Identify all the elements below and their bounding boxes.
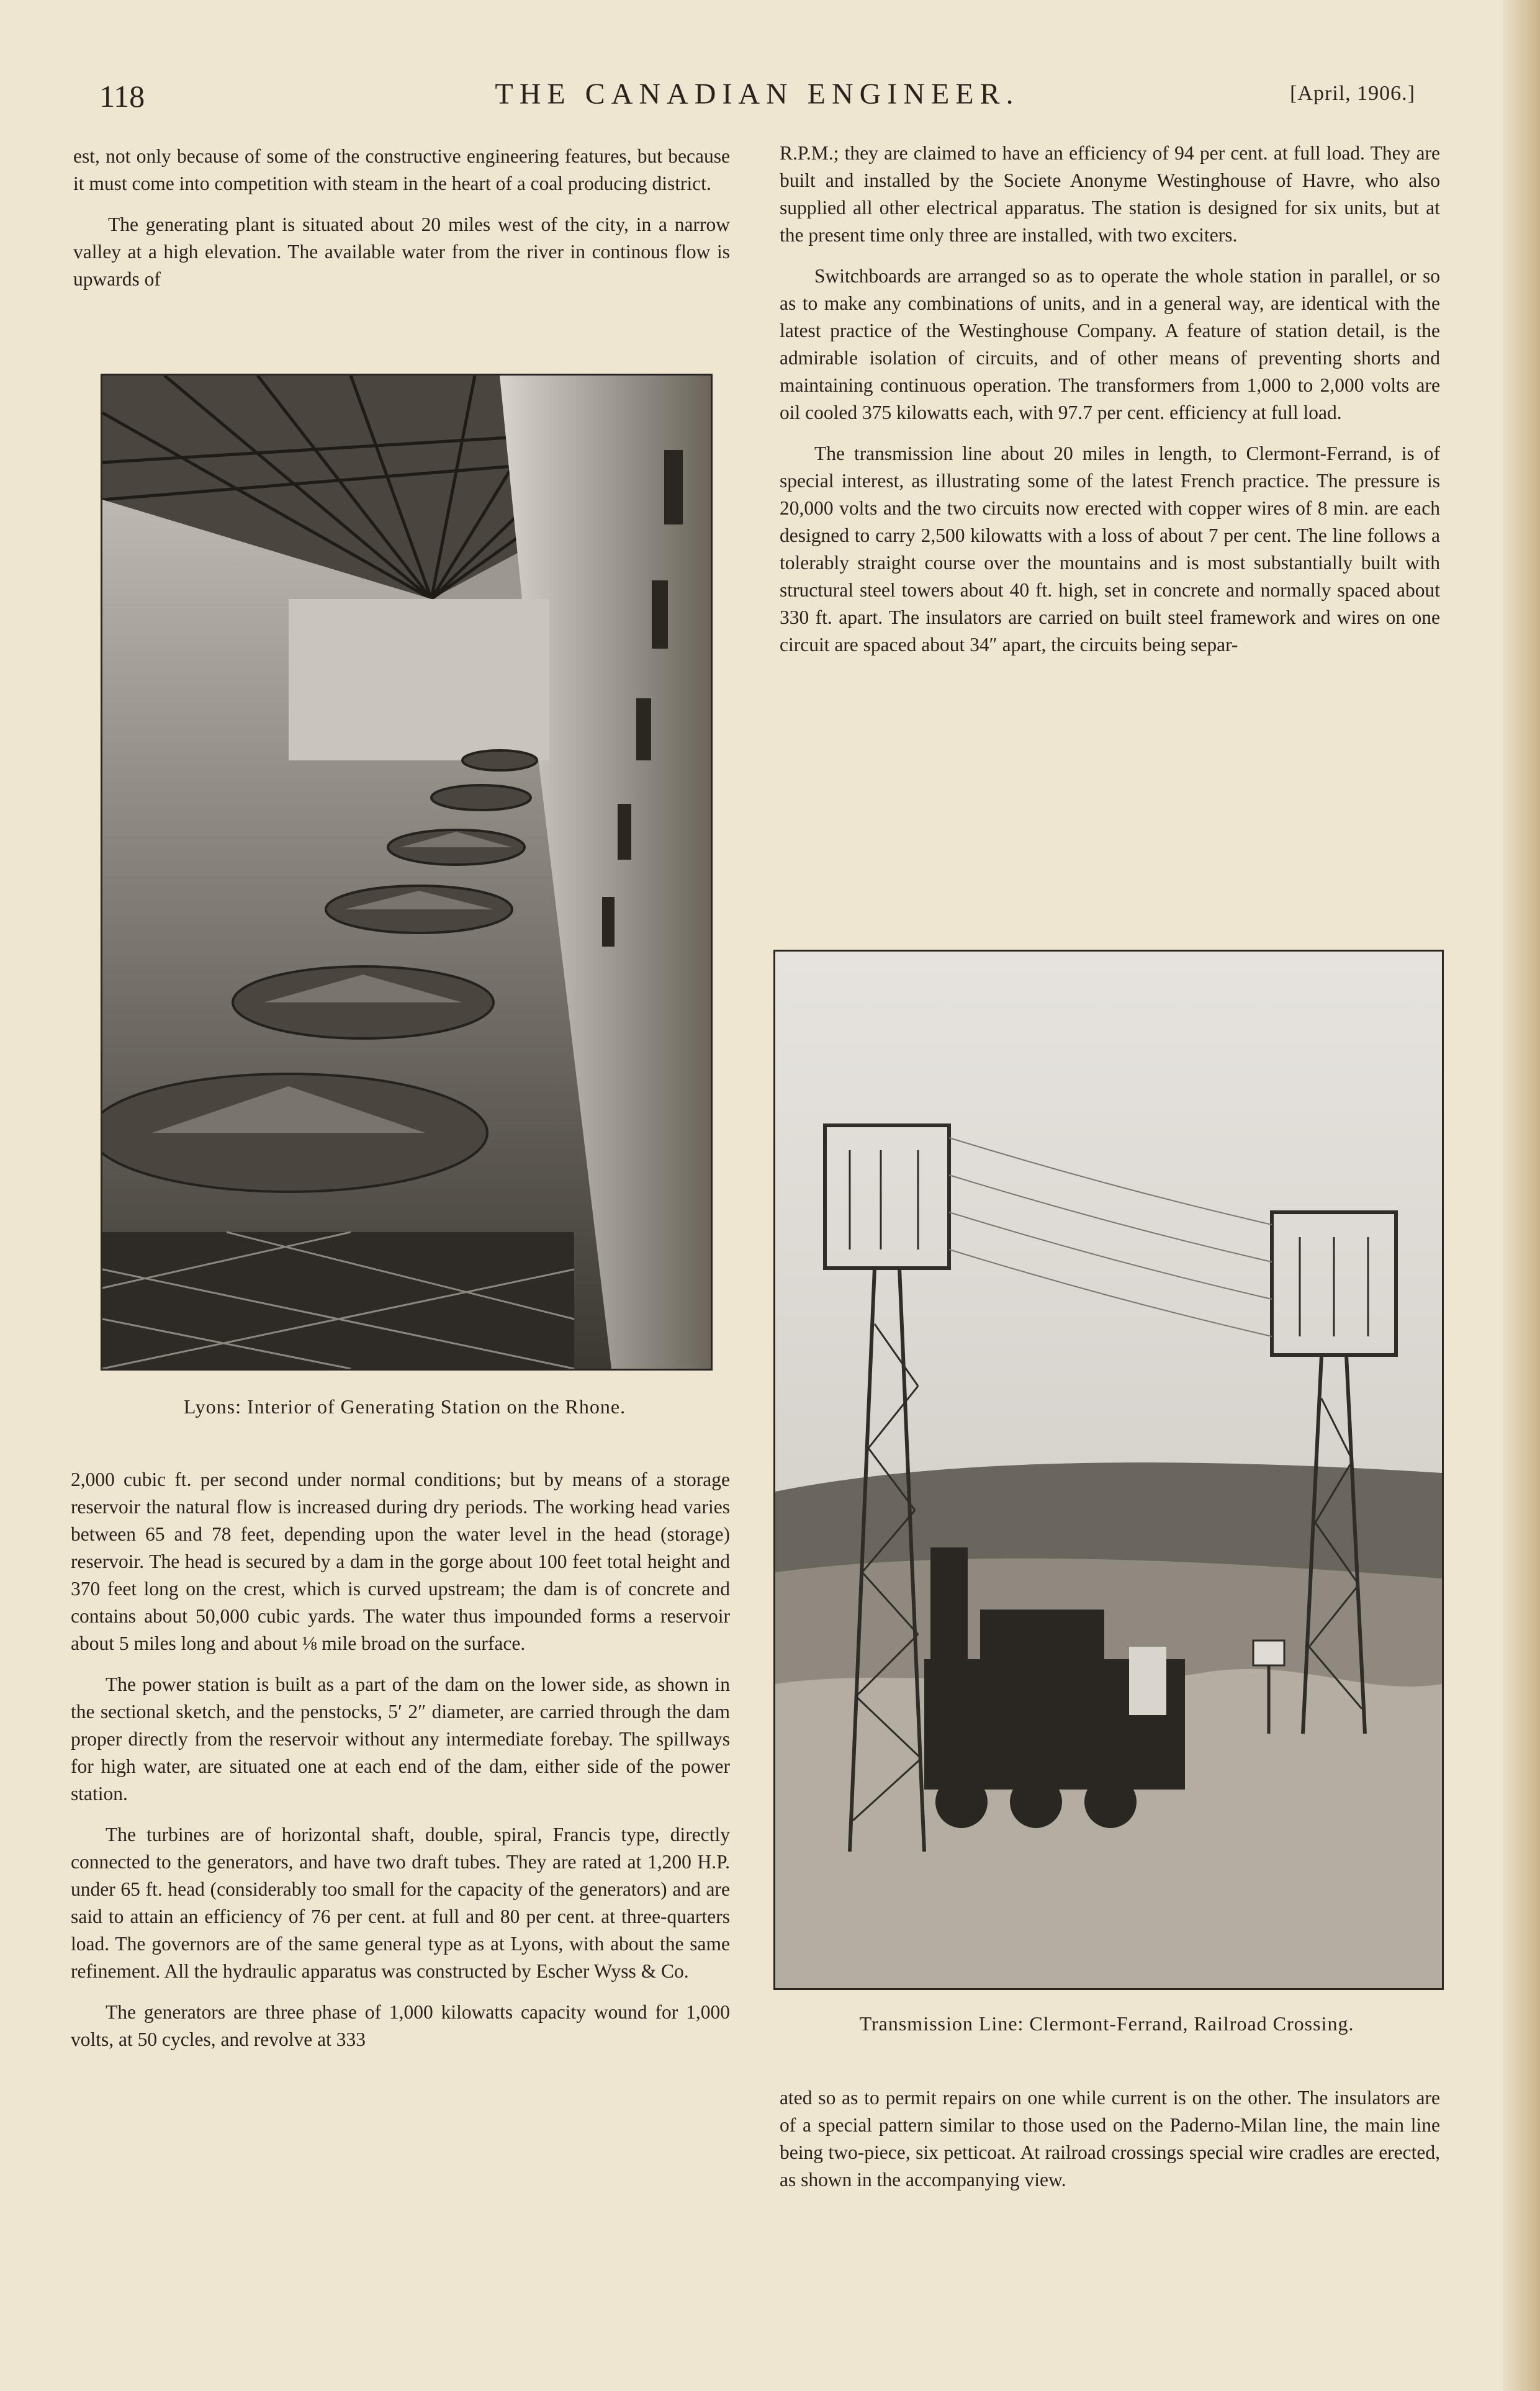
issue-date: [April, 1906.] <box>1290 82 1415 105</box>
left-column-bottom <box>71 1466 730 2053</box>
paragraph: Switchboards are arranged so as to operate the whole station in parallel, or so as to make any combinations of units, and in a general way, are identical with the latest practice of the Westinghouse Company. A feature of station detail, is the admirable isolation of circuits, and of other means of preventing shorts and maintaining continuous operation. The transformers from 1,000 to 2,000 volts are oil cooled 375 kilowatts each, with 97.7 per cent. efficiency at full load. <box>780 265 1440 423</box>
journal-title: THE CANADIAN ENGINEER. <box>495 78 1020 110</box>
generating-station-photo <box>102 376 711 1369</box>
page-edge <box>1503 0 1540 2391</box>
transmission-line-photo <box>775 952 1442 1988</box>
paragraph: est, not only because of some of the constructive engineering features, but because it must come into competition with steam in the heart of a coal producing district. <box>73 145 730 194</box>
paragraph: The generating plant is situated about 20 miles west of the city, in a narrow valley at a high elevation. The available water from the river in continous flow is upwards of <box>73 214 730 290</box>
paragraph: R.P.M.; they are claimed to have an efficiency of 94 per cent. at full load. They are built and installed by the Societe Anonyme Westinghouse of Havre, who also supplied all other electrical apparatus. The station is designed for six units, but at the present time only three are installed, with two exciters. <box>780 142 1440 246</box>
page-number: 118 <box>99 79 145 114</box>
figure-generating-station <box>101 374 713 1371</box>
page-header <box>99 73 1415 123</box>
paragraph: The generators are three phase of 1,000 kilowatts capacity wound for 1,000 volts, at 50 cycles, and revolve at 333 <box>71 2001 730 2050</box>
paragraph: 2,000 cubic ft. per second under normal conditions; but by means of a storage reservoir the natural flow is increased during dry periods. The working head varies between 65 and 78 feet, depending upon the water level in the head (storage) reservoir. The head is secured by a dam in the gorge about 100 feet total height and 370 feet long on the crest, which is curved upstream; the dam is of concrete and contains about 50,000 cubic yards. The water thus impounded forms a reservoir about 5 miles long and about ⅛ mile broad on the surface. <box>71 1469 730 1654</box>
left-column-top <box>73 143 730 293</box>
paragraph: The power station is built as a part of the dam on the lower side, as shown in the sectional sketch, and the penstocks, 5′ 2″ diameter, are carried through the dam proper directly from the reservoir without any intermediate forebay. The spillways for high water, are situated one at each end of the dam, either side of the power station. <box>71 1673 730 1804</box>
right-column-top <box>780 140 1440 659</box>
figure-transmission-line <box>773 950 1444 1990</box>
figure-caption: Lyons: Interior of Generating Station on the Rhone. <box>183 1395 626 1418</box>
paragraph: The turbines are of horizontal shaft, double, spiral, Francis type, directly connected to the generators, and have two draft tubes. They are rated at 1,200 H.P. under 65 ft. head (considerably too small for the capacity of the generators) and are said to attain an efficiency of 76 per cent. at full and 80 per cent. at three-quarters load. The governors are of the same general type as at Lyons, with about the same refinement. All the hydraulic apparatus was constructed by Escher Wyss & Co. <box>71 1824 730 1982</box>
right-column-bottom <box>780 2084 1440 2194</box>
paragraph: The transmission line about 20 miles in length, to Clermont-Ferrand, is of special interest, as illustrating some of the latest French practice. The pressure is 20,000 volts and the two circuits now erected with copper wires of 8 min. are each designed to carry 2,500 kilowatts with a loss of about 7 per cent. The line follows a tolerably straight course over the mountains and is most substantially built with structural steel towers about 40 ft. high, set in concrete and normally spaced about 330 ft. apart. The insulators are carried on built steel framework and wires on one circuit are spaced about 34″ apart, the circuits being separ- <box>780 443 1440 655</box>
paragraph: ated so as to permit repairs on one while current is on the other. The insulators are of a special pattern similar to those used on the Paderno-Milan line, the main line being two-piece, six petticoat. At railroad crossings special wire cradles are erected, as shown in the accompanying view. <box>780 2087 1440 2191</box>
figure-caption: Transmission Line: Clermont-Ferrand, Railroad Crossing. <box>859 2012 1354 2035</box>
